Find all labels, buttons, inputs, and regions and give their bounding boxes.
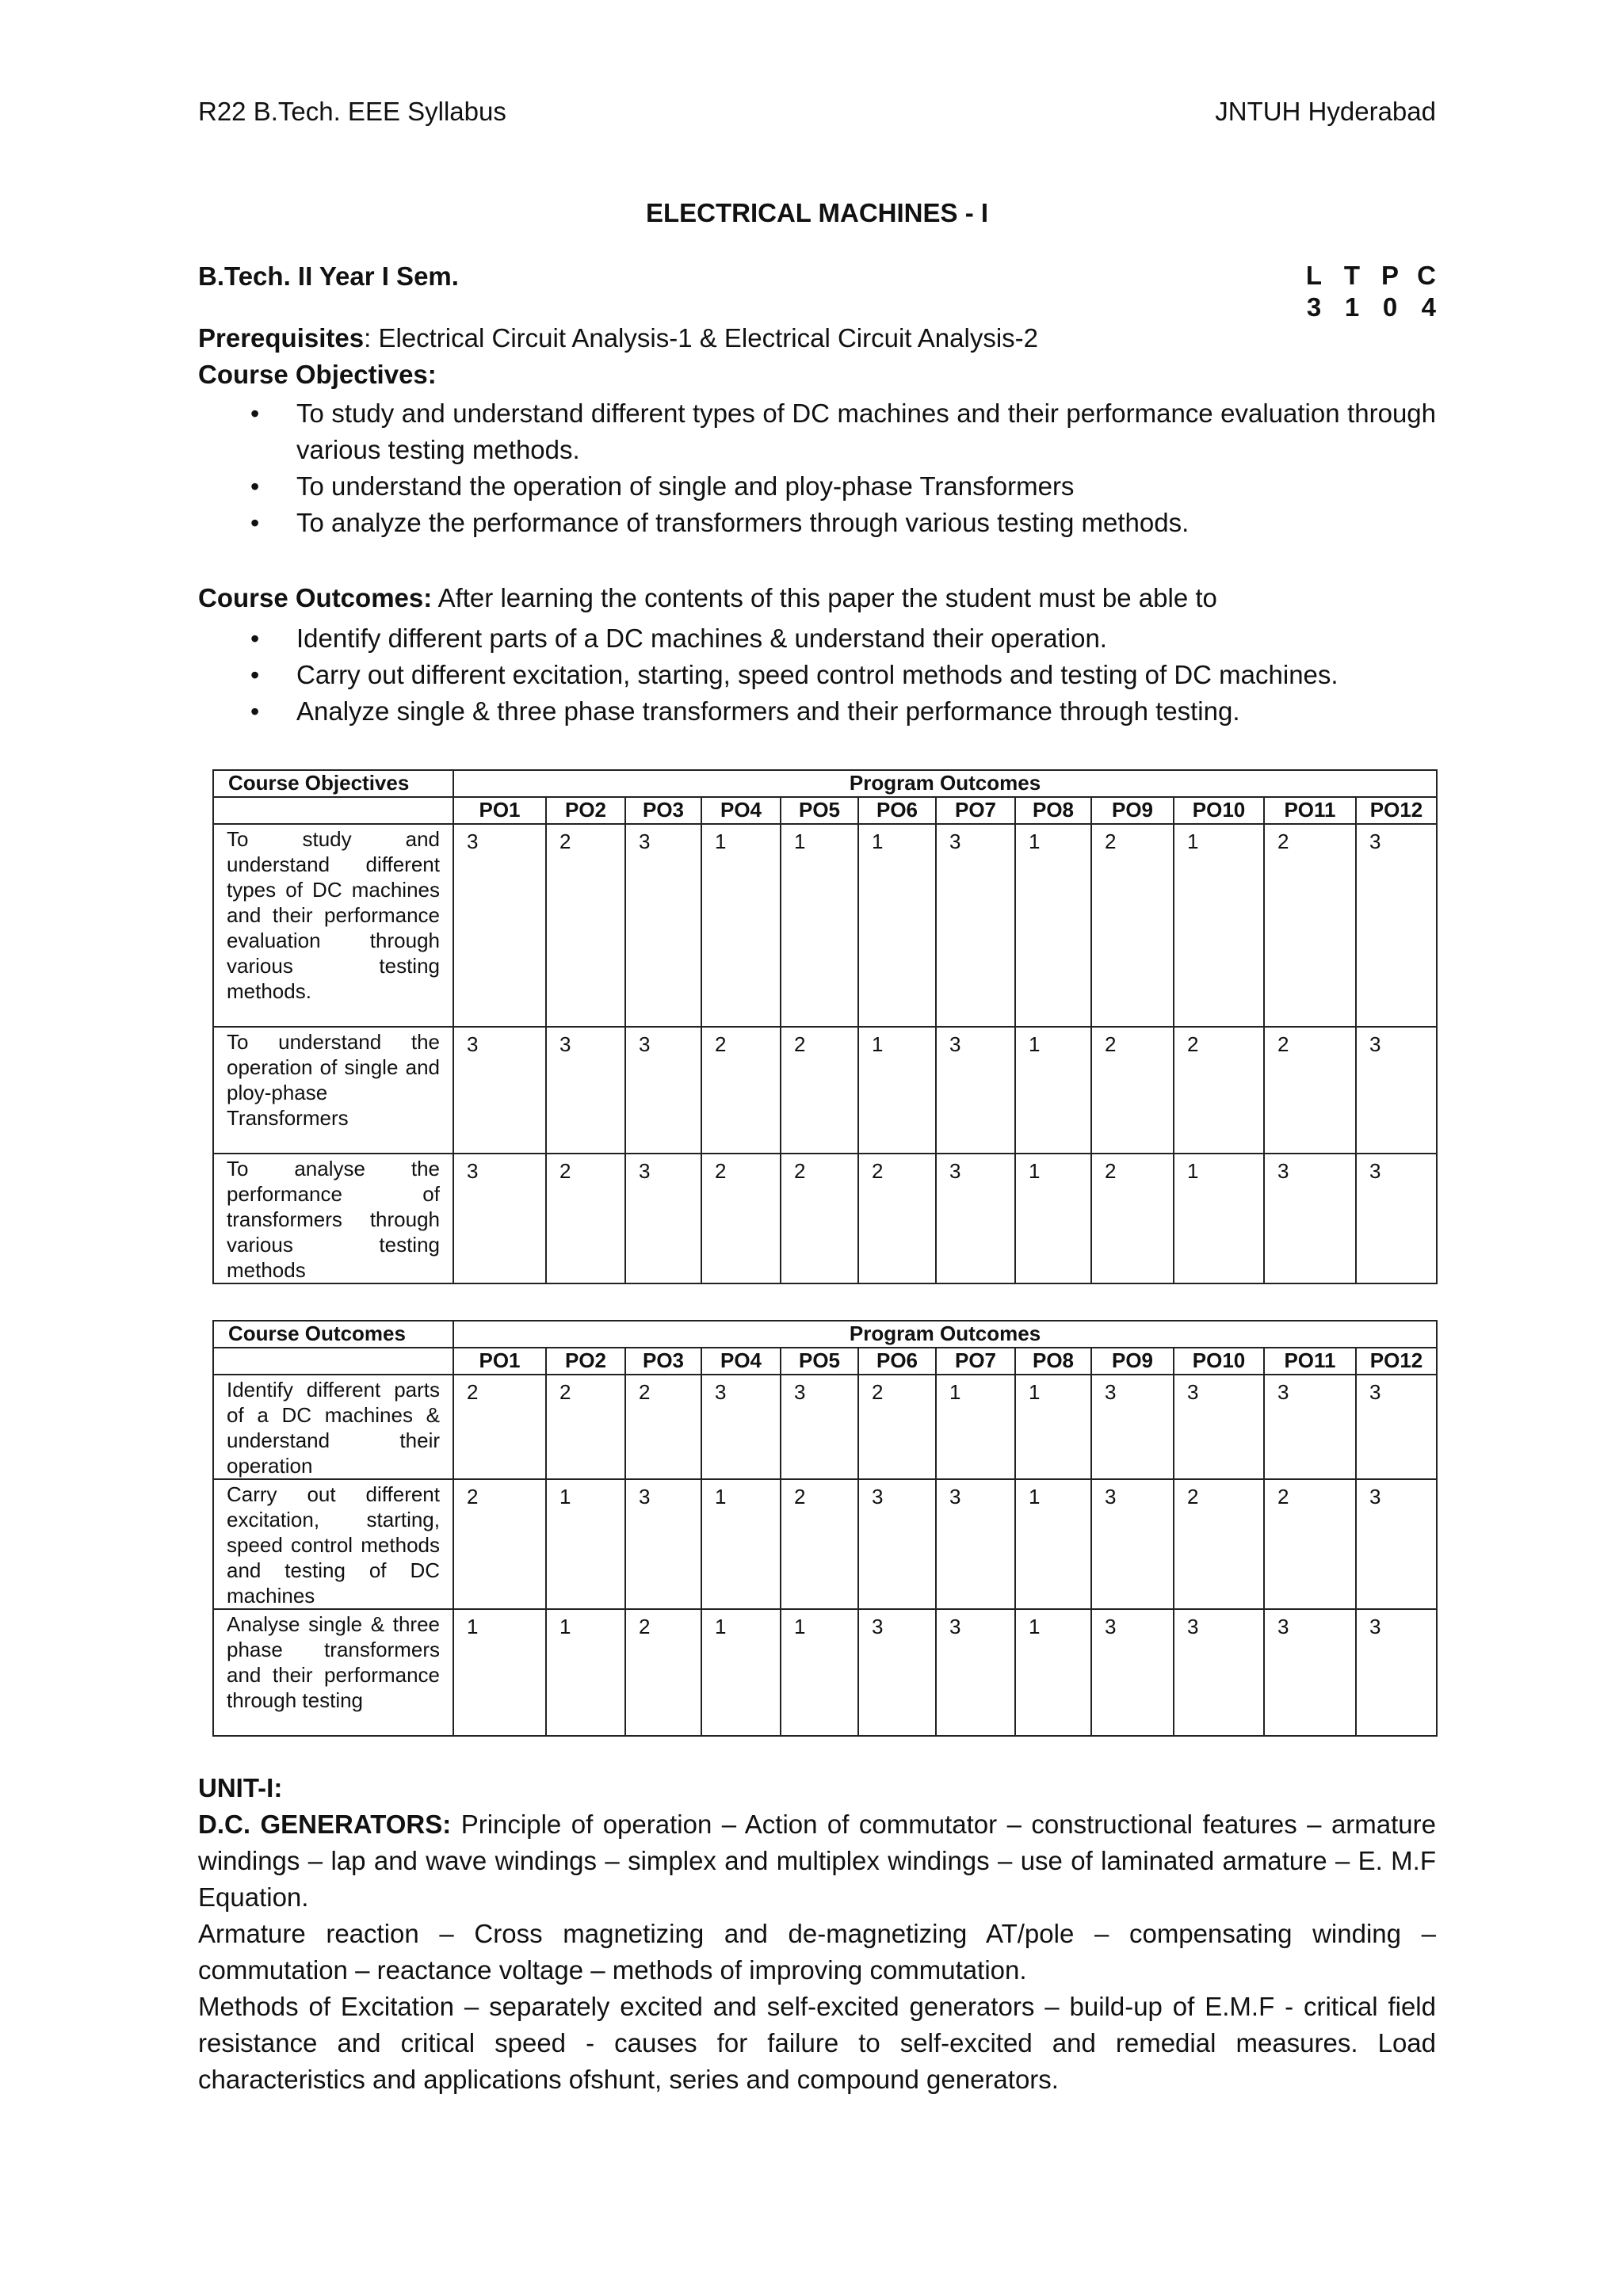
po-header: PO3 bbox=[625, 797, 701, 824]
unit-1-section bbox=[198, 1770, 1436, 2098]
po-header: PO2 bbox=[546, 1348, 625, 1375]
po-header: PO9 bbox=[1091, 1348, 1174, 1375]
table-cell: 1 bbox=[936, 1375, 1015, 1479]
table-cell: 3 bbox=[546, 1027, 625, 1154]
row-label: To analyse the performance of transformers through various testing methods bbox=[213, 1154, 453, 1283]
table-cell: 3 bbox=[1091, 1479, 1174, 1609]
po-header: PO6 bbox=[858, 797, 936, 824]
table-cell: 2 bbox=[546, 1154, 625, 1283]
table-cell: 1 bbox=[701, 1479, 781, 1609]
ltpc-label: P bbox=[1381, 261, 1399, 290]
unit-1-topic: D.C. GENERATORS: bbox=[198, 1810, 452, 1839]
table-cell: 1 bbox=[1015, 1375, 1091, 1479]
table-cell: 3 bbox=[1174, 1375, 1264, 1479]
po-header: PO8 bbox=[1015, 1348, 1091, 1375]
table-cell: 2 bbox=[625, 1609, 701, 1736]
table-cell: 1 bbox=[858, 1027, 936, 1154]
table-cell: 2 bbox=[453, 1479, 546, 1609]
table-cell: 3 bbox=[1356, 1479, 1437, 1609]
course-title: ELECTRICAL MACHINES - I bbox=[645, 198, 989, 227]
row-label: Identify different parts of a DC machines & understand their operation bbox=[213, 1375, 453, 1479]
table-cell: 1 bbox=[1174, 1154, 1264, 1283]
table-cell: 2 bbox=[701, 1027, 781, 1154]
table-row bbox=[213, 824, 1437, 1027]
empty-header-cell bbox=[213, 797, 453, 824]
po-header: PO5 bbox=[781, 797, 858, 824]
ltpc-labels bbox=[1295, 260, 1436, 292]
po-header-row bbox=[213, 1348, 1437, 1375]
table-cell: 3 bbox=[625, 1154, 701, 1283]
objectives-po-table bbox=[212, 769, 1438, 1284]
po-header: PO1 bbox=[453, 1348, 546, 1375]
row-label: Carry out different excitation, starting, speed control methods and testing of DC machines bbox=[213, 1479, 453, 1609]
list-item: • To study and understand different types of DC machines and their performance evaluation through various testing methods. bbox=[198, 395, 1436, 468]
ltpc-label: L bbox=[1305, 261, 1323, 290]
row-label: To understand the operation of single and ploy-phase Transformers bbox=[213, 1027, 453, 1154]
ltpc-label: T bbox=[1343, 261, 1361, 290]
table-cell: 2 bbox=[546, 1375, 625, 1479]
po-header: PO4 bbox=[701, 797, 781, 824]
unit-1-para-2: Armature reaction – Cross magnetizing and de-magnetizing AT/pole – compensating winding – commutation – reactance voltage – methods of improving commutation. bbox=[198, 1919, 1436, 1985]
table-cell: 1 bbox=[858, 824, 936, 1027]
prerequisites-label: Prerequisites bbox=[198, 323, 365, 353]
course-objectives-heading: Course Objectives: bbox=[198, 360, 437, 389]
table-cell: 2 bbox=[1264, 1027, 1356, 1154]
unit-1-para-1-text: Principle of operation – Action of commutator – constructional features – armature windings – lap and wave windings – simplex and multiplex windings – use of laminated armature – E. M.F Equation. bbox=[198, 1810, 1437, 1912]
table-cell: 3 bbox=[936, 1154, 1015, 1283]
table-cell: 1 bbox=[781, 824, 858, 1027]
course-outcomes-intro bbox=[198, 583, 1217, 613]
table-header-row bbox=[213, 1321, 1437, 1348]
table-cell: 1 bbox=[701, 1609, 781, 1736]
po-header: PO9 bbox=[1091, 797, 1174, 824]
table-cell: 3 bbox=[1356, 1609, 1437, 1736]
ltpc-values bbox=[1295, 292, 1436, 323]
table-cell: 3 bbox=[625, 1479, 701, 1609]
prerequisites bbox=[198, 323, 1038, 353]
ltpc-value: 3 bbox=[1306, 292, 1322, 322]
table-row bbox=[213, 1375, 1437, 1479]
po-header: PO8 bbox=[1015, 797, 1091, 824]
row-label: Analyse single & three phase transformers and their performance through testing bbox=[213, 1609, 453, 1736]
po-header: PO5 bbox=[781, 1348, 858, 1375]
table-cell: 3 bbox=[1174, 1609, 1264, 1736]
table-cell: 2 bbox=[1091, 1027, 1174, 1154]
list-item: • To understand the operation of single and ploy-phase Transformers bbox=[198, 468, 1436, 505]
table-cell: 1 bbox=[1015, 1609, 1091, 1736]
list-item: • Identify different parts of a DC machines & understand their operation. bbox=[198, 620, 1436, 657]
outcomes-po-table bbox=[212, 1320, 1438, 1737]
po-header: PO3 bbox=[625, 1348, 701, 1375]
table-row bbox=[213, 1609, 1437, 1736]
po-header: PO2 bbox=[546, 797, 625, 824]
table-cell: 3 bbox=[781, 1375, 858, 1479]
table-cell: 1 bbox=[1174, 824, 1264, 1027]
header-left: R22 B.Tech. EEE Syllabus bbox=[198, 97, 506, 126]
po-header-row bbox=[213, 797, 1437, 824]
table-cell: 3 bbox=[936, 1027, 1015, 1154]
table-cell: 2 bbox=[781, 1154, 858, 1283]
unit-1-para-3: Methods of Excitation – separately excited and self-excited generators – build-up of E.M.F - critical field resistance and critical speed - causes for failure to self-excited and remedial measures. Load characteristics and applications ofshunt, series and compound generators. bbox=[198, 1992, 1436, 2094]
table-cell: 3 bbox=[625, 1027, 701, 1154]
table-row bbox=[213, 1479, 1437, 1609]
table-cell: 2 bbox=[858, 1154, 936, 1283]
table-cell: 1 bbox=[781, 1609, 858, 1736]
table-cell: 2 bbox=[858, 1375, 936, 1479]
po-header: PO10 bbox=[1174, 1348, 1264, 1375]
table-cell: 3 bbox=[625, 824, 701, 1027]
po-header: PO6 bbox=[858, 1348, 936, 1375]
po-header: PO11 bbox=[1264, 1348, 1356, 1375]
table-cell: 3 bbox=[701, 1375, 781, 1479]
ltpc-value: 0 bbox=[1382, 292, 1398, 322]
table-cell: 2 bbox=[1174, 1027, 1264, 1154]
table-cell: 3 bbox=[453, 1154, 546, 1283]
table-header-row bbox=[213, 770, 1437, 797]
table-cell: 2 bbox=[781, 1479, 858, 1609]
table-cell: 2 bbox=[546, 824, 625, 1027]
empty-header-cell bbox=[213, 1348, 453, 1375]
table-cell: 1 bbox=[546, 1479, 625, 1609]
table-cell: 1 bbox=[453, 1609, 546, 1736]
table-cell: 3 bbox=[1264, 1154, 1356, 1283]
table-cell: 3 bbox=[1091, 1609, 1174, 1736]
table-cell: 3 bbox=[1264, 1609, 1356, 1736]
list-item: • To analyze the performance of transformers through various testing methods. bbox=[198, 505, 1436, 541]
table-corner-header: Course Outcomes bbox=[213, 1321, 453, 1348]
table-cell: 1 bbox=[1015, 1154, 1091, 1283]
ltpc-value: 1 bbox=[1344, 292, 1360, 322]
table-cell: 3 bbox=[1264, 1375, 1356, 1479]
table-cell: 1 bbox=[1015, 1479, 1091, 1609]
table-cell: 3 bbox=[858, 1479, 936, 1609]
table-cell: 3 bbox=[1356, 1027, 1437, 1154]
ltpc-block bbox=[1295, 260, 1436, 323]
po-header: PO11 bbox=[1264, 797, 1356, 824]
table-cell: 3 bbox=[858, 1609, 936, 1736]
table-cell: 1 bbox=[701, 824, 781, 1027]
table-cell: 2 bbox=[453, 1375, 546, 1479]
ltpc-value: 4 bbox=[1421, 292, 1436, 322]
course-objectives-list bbox=[198, 395, 1436, 541]
table-cell: 2 bbox=[1264, 1479, 1356, 1609]
po-header: PO7 bbox=[936, 1348, 1015, 1375]
table-cell: 1 bbox=[546, 1609, 625, 1736]
list-item: • Analyze single & three phase transformers and their performance through testing. bbox=[198, 693, 1436, 730]
row-label: To study and understand different types of DC machines and their performance evaluation through various testing methods. bbox=[213, 824, 453, 1027]
table-corner-header: Course Objectives bbox=[213, 770, 453, 797]
po-header: PO12 bbox=[1356, 797, 1437, 824]
program-outcomes-header: Program Outcomes bbox=[453, 1321, 1437, 1348]
course-outcomes-intro-text: After learning the contents of this paper the student must be able to bbox=[432, 583, 1217, 612]
table-cell: 3 bbox=[936, 824, 1015, 1027]
table-cell: 2 bbox=[781, 1027, 858, 1154]
course-outcomes-list bbox=[198, 620, 1436, 730]
po-header: PO10 bbox=[1174, 797, 1264, 824]
semester-label: B.Tech. II Year I Sem. bbox=[198, 261, 459, 291]
table-cell: 3 bbox=[936, 1479, 1015, 1609]
program-outcomes-header: Program Outcomes bbox=[453, 770, 1437, 797]
table-cell: 1 bbox=[1015, 1027, 1091, 1154]
list-item: • Carry out different excitation, starting, speed control methods and testing of DC machines. bbox=[198, 657, 1436, 693]
table-cell: 2 bbox=[701, 1154, 781, 1283]
po-header: PO7 bbox=[936, 797, 1015, 824]
table-cell: 3 bbox=[936, 1609, 1015, 1736]
table-row bbox=[213, 1154, 1437, 1283]
po-header: PO1 bbox=[453, 797, 546, 824]
table-cell: 2 bbox=[1091, 1154, 1174, 1283]
table-cell: 2 bbox=[625, 1375, 701, 1479]
ltpc-label: C bbox=[1417, 261, 1436, 290]
table-cell: 2 bbox=[1091, 824, 1174, 1027]
table-cell: 3 bbox=[1091, 1375, 1174, 1479]
table-cell: 3 bbox=[1356, 1154, 1437, 1283]
table-cell: 3 bbox=[453, 1027, 546, 1154]
header-right: JNTUH Hyderabad bbox=[1215, 97, 1436, 126]
table-cell: 2 bbox=[1174, 1479, 1264, 1609]
table-cell: 1 bbox=[1015, 824, 1091, 1027]
po-header: PO4 bbox=[701, 1348, 781, 1375]
table-cell: 3 bbox=[453, 824, 546, 1027]
course-outcomes-heading: Course Outcomes: bbox=[198, 583, 433, 612]
table-cell: 3 bbox=[1356, 824, 1437, 1027]
table-cell: 3 bbox=[1356, 1375, 1437, 1479]
unit-1-para-1 bbox=[198, 1806, 1436, 1916]
table-cell: 2 bbox=[1264, 824, 1356, 1027]
unit-1-heading: UNIT-I: bbox=[198, 1773, 283, 1802]
table-row bbox=[213, 1027, 1437, 1154]
prerequisites-text: : Electrical Circuit Analysis-1 & Electrical Circuit Analysis-2 bbox=[364, 323, 1039, 353]
po-header: PO12 bbox=[1356, 1348, 1437, 1375]
